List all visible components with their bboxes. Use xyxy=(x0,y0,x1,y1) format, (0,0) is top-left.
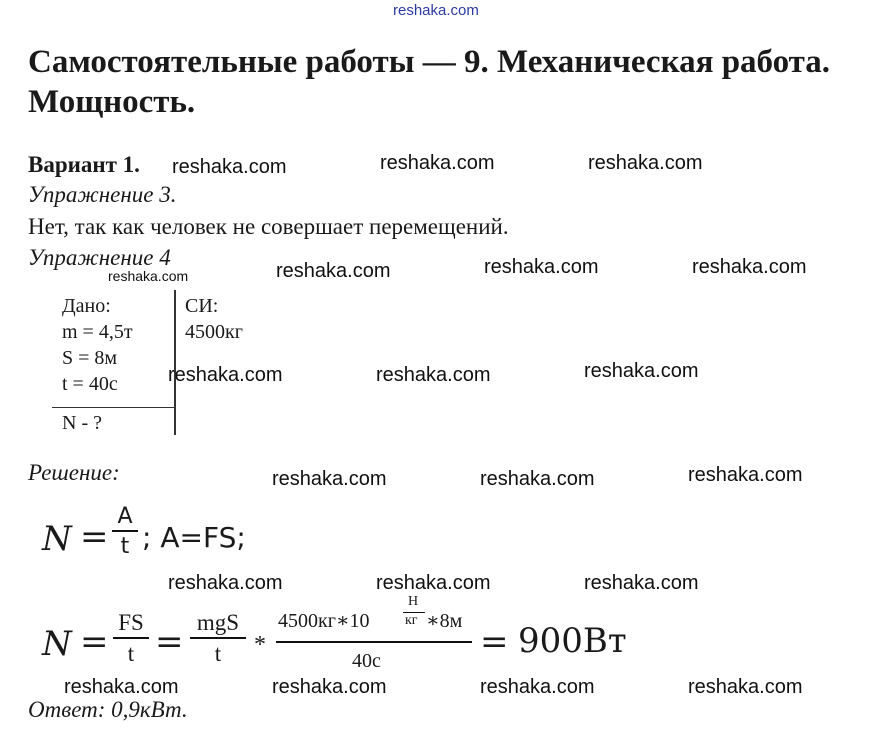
watermark: reshaka.com xyxy=(484,256,599,278)
final-answer: Ответ: 0,9кВт. xyxy=(28,697,188,722)
formula2-denominator-2: t xyxy=(214,641,222,666)
given-distance: S = 8м xyxy=(62,347,118,369)
formula2-result: 900Вт xyxy=(518,621,627,661)
formula2-equals-1: = xyxy=(80,622,109,662)
exercise4-label: Упражнение 4 xyxy=(28,245,171,270)
watermark: reshaka.com xyxy=(480,676,595,698)
given-time: t = 40с xyxy=(62,373,118,395)
watermark: reshaka.com xyxy=(480,468,595,490)
watermark: reshaka.com xyxy=(376,364,491,386)
formula2-fraction-1 xyxy=(113,609,149,669)
formula2-unit-numerator: Н xyxy=(408,594,419,609)
watermark: reshaka.com xyxy=(692,256,807,278)
formula1-lhs: N xyxy=(42,519,72,559)
formula2-fraction-3 xyxy=(276,596,472,598)
solution-label: Решение: xyxy=(28,460,120,485)
watermark: reshaka.com xyxy=(64,676,179,698)
exercise3-label: Упражнение 3. xyxy=(28,182,177,207)
given-label: Дано: xyxy=(62,295,111,317)
watermark: reshaka.com xyxy=(588,152,703,174)
si-divider xyxy=(174,290,176,435)
watermark: reshaka.com xyxy=(584,572,699,594)
formula2-denominator-3: 40с xyxy=(352,650,381,672)
formula1-fraction xyxy=(112,504,138,562)
formula1-tail: ; A=FS; xyxy=(142,521,246,554)
watermark: reshaka.com xyxy=(108,268,189,284)
formula2-numerator-2: mgS xyxy=(196,610,240,635)
formula2-numerator-3b: ∗8м xyxy=(426,610,463,632)
formula2-denominator-1: t xyxy=(127,641,135,666)
formula2-equals-3: = xyxy=(480,622,509,662)
exercise3-answer: Нет, так как человек не совершает перемещений. xyxy=(28,214,509,239)
page-title: Самостоятельные работы — 9. Механическая работа. Мощность. xyxy=(28,44,831,120)
given-divider xyxy=(52,407,174,408)
formula2-fraction-bar-3 xyxy=(276,641,472,643)
given-mass: m = 4,5т xyxy=(62,321,133,343)
formula2-equals-2: = xyxy=(155,622,184,662)
formula2-numerator-1: FS xyxy=(118,610,144,635)
variant-heading: Вариант 1. xyxy=(28,152,140,177)
watermark: reshaka.com xyxy=(168,364,283,386)
formula1-equals: = xyxy=(80,517,109,557)
watermark: reshaka.com xyxy=(272,468,387,490)
si-label: СИ: xyxy=(185,295,219,317)
watermark: reshaka.com xyxy=(276,260,391,282)
si-value: 4500кг xyxy=(185,321,243,343)
watermark: reshaka.com xyxy=(688,676,803,698)
watermark: reshaka.com xyxy=(584,360,699,382)
formula2-fraction-2 xyxy=(190,609,246,669)
watermark: reshaka.com xyxy=(272,676,387,698)
watermark: reshaka.com xyxy=(380,152,495,174)
formula1-denominator: t xyxy=(120,534,130,559)
watermark: reshaka.com xyxy=(376,572,491,594)
watermark: reshaka.com xyxy=(172,156,287,178)
site-header-link[interactable]: reshaka.com xyxy=(393,2,479,19)
formula2-unit-denominator: кг xyxy=(405,613,418,628)
formula2-multiply: * xyxy=(254,632,266,658)
formula1-numerator: A xyxy=(117,504,133,529)
formula2-numerator-3a: 4500кг∗10 xyxy=(278,610,370,632)
watermark: reshaka.com xyxy=(168,572,283,594)
watermark: reshaka.com xyxy=(688,464,803,486)
find-label: N - ? xyxy=(62,412,102,434)
formula2-lhs: N xyxy=(42,624,72,664)
